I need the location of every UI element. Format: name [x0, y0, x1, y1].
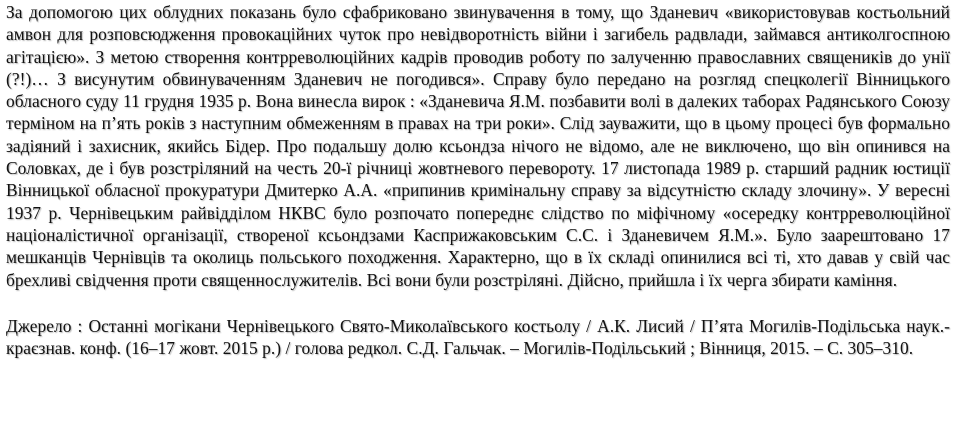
source-citation: Джерело : Останні могікани Чернівецького Свято-Миколаївського костьолу / А.К. Лисий / П’ята Могилів-Подільська наук.-краєзнав. конф. (16–17 жовт. 2015 р.) / голова редкол. С.Д. Гальчак. – Могилів-Подільський ; Вінниця, 2015. – С. 305–310. — [6, 315, 950, 359]
main-paragraph: За допомогою цих облудних показань було сфабриковано звинувачення в тому, що Зданевич «використовував костьольний амвон для розповсюдження провокаційних чуток про невідворотність війни і загибель радвлади, займався антиколгоспною агітацією». З метою створення контрреволюційних кадрів проводив роботу по залученню православних священиків до унії (?!)… З висунутим обвинуваченням Зданевич не погодився». Справу було передано на розгляд спецколегії Вінницького обласного суду 11 грудня 1935 р. Вона винесла вирок : «Зданевича Я.М. позбавити волі в далеких таборах Радянського Союзу терміном на п’ять років з наступним обмеженням в правах на три роки». Слід зауважити, що в цьому процесі був формально задіяний і захисник, якийсь Бідер. Про подальшу долю ксьондза нічого не відомо, але не виключено, що він опинився на Соловках, де і був розстріляний на честь 20-ї річниці жовтневого перевороту. 17 листопада 1989 р. старший радник юстиції Вінницької обласної прокуратури Дмитерко А.А. «припинив кримінальну справу за відсутністю складу злочину». У вересні 1937 р. Чернівецьким райвідділом НКВС було розпочато попереднє слідство по міфічному «осередку контрреволюційної націоналістичної організації, створеної ксьондзами Касприжаковським С.С. і Зданевичем Я.М.». Було заарештовано 17 мешканців Чернівців та околиць польського походження. Характерно, що в їх складі опинилися всі ті, хто давав у свій час брехливі свідчення проти священнослужителів. Всі вони були розстріляні. Дійсно, прийшла і їх черга збирати каміння. — [6, 2, 950, 290]
